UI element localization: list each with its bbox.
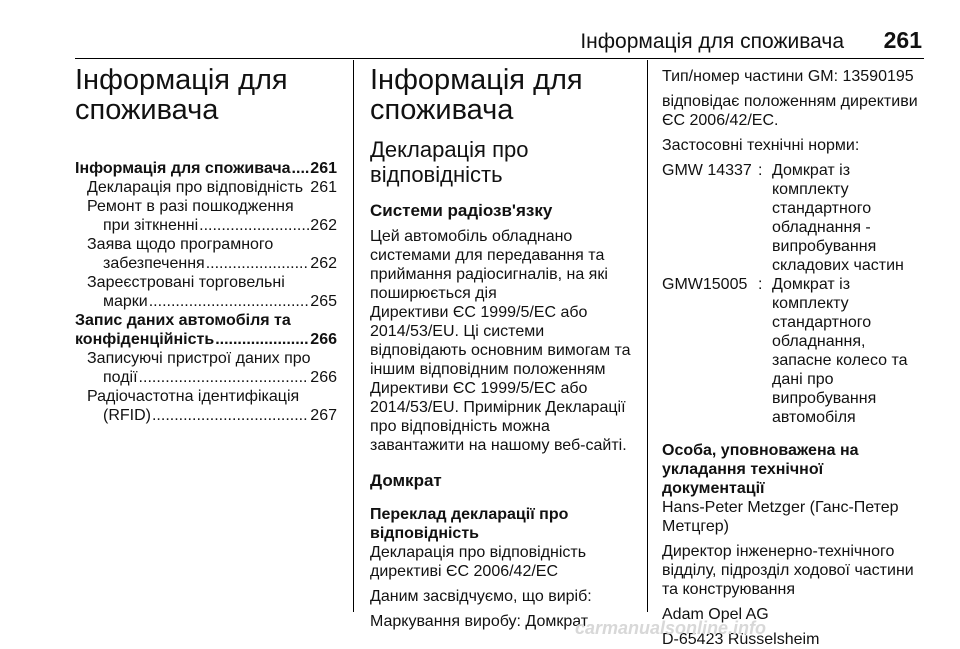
radio-text-line: відповідають основним вимогам та: [370, 342, 631, 359]
column-divider-2: [647, 60, 648, 612]
standard-separator: :: [758, 162, 763, 179]
standard-entry: [662, 161, 924, 275]
column-divider-1: [353, 60, 354, 612]
content-column-2: [370, 60, 632, 631]
company-name: Adam Opel AG: [662, 606, 769, 623]
translation-heading: Переклад декларації про відповідність: [370, 506, 569, 542]
radio-text-line: системами для передавання та: [370, 247, 605, 264]
declaration-directive: Декларація про відповідність директиві ЄС 2006/42/ЕС: [370, 544, 587, 580]
standard-entry: [662, 275, 924, 427]
radio-text-line: Директиви ЄС 1999/5/ЕС або: [370, 380, 588, 397]
conformity-text: відповідає положенням директиви ЄС 2006/42/ЕС.: [662, 93, 918, 129]
watermark: carmanualsonline.info: [575, 618, 767, 638]
standard-description: Домкрат із комплекту стандартного обладнання - випробування складових частин: [772, 162, 904, 274]
chapter-title: Інформація для споживача: [75, 64, 288, 126]
radio-text-line: іншим відповідним положенням: [370, 361, 606, 378]
jack-heading: Домкрат: [370, 471, 442, 490]
declaration-heading: Декларація про відповідність: [370, 137, 529, 187]
toc-entry-software[interactable]: Заява щодо програмного забезпечення ..... 262: [75, 235, 337, 273]
toc-entry-consumer-info[interactable]: Інформація для споживача ..... 261: [75, 159, 337, 178]
page-number: 261: [883, 27, 922, 53]
standard-code: GMW15005: [662, 276, 748, 293]
standard-description: Домкрат із комплекту стандартного обладнання, запасне колесо та дані про випробування автомобіля: [772, 276, 908, 426]
content-column-3: [662, 60, 924, 649]
toc-entry-trademarks[interactable]: Зареєстровані торговельні марки ..... 265: [75, 273, 337, 311]
radio-text-line: завантажити на нашому веб-сайті.: [370, 437, 627, 454]
standard-code: GMW 14337: [662, 162, 752, 179]
table-of-contents: [75, 159, 337, 425]
standards-label: Застосовні технічні норми:: [662, 137, 860, 154]
standards-list: [662, 161, 924, 427]
radio-text-line: 2014/53/EU. Ці системи: [370, 323, 545, 340]
radio-systems-heading: Системи радіозв'язку: [370, 201, 553, 220]
radio-systems-text: [370, 227, 632, 455]
standard-separator: :: [758, 276, 763, 293]
radio-text-line: приймання радіосигналів, на які: [370, 266, 608, 283]
toc-entry-event-recorders[interactable]: Записуючі пристрої даних про події ..... 266: [75, 349, 337, 387]
company-address: D-65423 Rüsselsheim: [662, 631, 820, 648]
radio-text-line: поширюється дія: [370, 285, 497, 302]
toc-entry-data-privacy[interactable]: Запис даних автомобіля та конфіденційність ..... 266: [75, 311, 337, 349]
toc-column: [75, 60, 337, 425]
header-rule: [75, 58, 924, 59]
radio-text-line: Директиви ЄС 1999/5/ЕС або: [370, 304, 588, 321]
toc-entry-declaration[interactable]: Декларація про відповідність 261: [87, 179, 337, 196]
person-name: Hans-Peter Metzger (Ганс-Петер Метцгер): [662, 499, 899, 535]
radio-text-line: Цей автомобіль обладнано: [370, 228, 573, 245]
toc-entry-rfid[interactable]: Радіочастотна ідентифікація (RFID) ..... 267: [75, 387, 337, 425]
confirmation-text: Даним засвідчуємо, що виріб:: [370, 588, 592, 605]
authorized-person-heading: Особа, уповноважена на укладання технічної документації: [662, 442, 859, 497]
section-title: Інформація для споживача: [370, 64, 583, 126]
radio-text-line: про відповідність можна: [370, 418, 550, 435]
part-type-line: Тип/номер частини GM: 13590195: [662, 68, 914, 85]
toc-entry-repair[interactable]: Ремонт в разі пошкодження при зіткненні ..... 262: [75, 197, 337, 235]
person-role: Директор інженерно-технічного відділу, підрозділ ходової частини та конструювання: [662, 543, 914, 598]
radio-text-line: 2014/53/EU. Примірник Декларації: [370, 399, 626, 416]
product-marking: Маркування виробу: Домкрат: [370, 613, 589, 630]
page-header-title: Інформація для споживача: [580, 30, 844, 53]
